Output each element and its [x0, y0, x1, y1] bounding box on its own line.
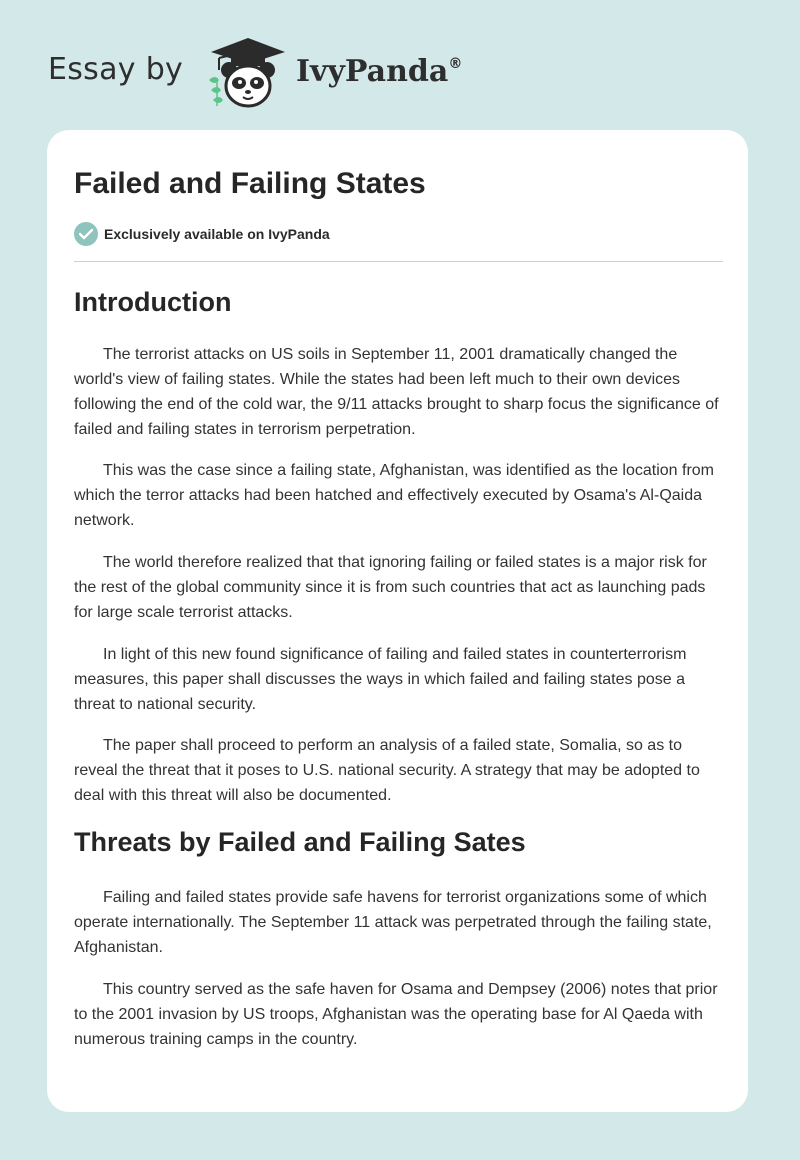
divider: [74, 261, 723, 262]
site-header: [48, 34, 548, 114]
exclusive-label: Exclusively available on IvyPanda: [104, 226, 330, 242]
essay-by-label: Essay by: [48, 52, 184, 87]
paragraph: This was the case since a failing state, Afghanistan, was identified as the location from which the terror attacks had been hatched and effectively executed by Osama's Al-Qaida network.: [74, 462, 714, 529]
paragraph: The terrorist attacks on US soils in September 11, 2001 dramatically changed the world's view of failing states. While the states had been left much to their own devices following the end of the cold war, the 9/11 attacks brought to sharp focus the significance of failed and failing states in terrorism perpetration.: [74, 346, 719, 438]
paragraph: This country served as the safe haven for Osama and Dempsey (2006) notes that prior to the 2001 invasion by US troops, Afghanistan was the operating base for Al Qaeda with numerous training camps in the country.: [74, 981, 718, 1048]
paragraph: In light of this new found significance of failing and failed states in counterterrorism measures, this paper shall discusses the ways in which failed and failing states pose a threat to national security.: [74, 646, 687, 713]
exclusive-badge: [74, 222, 330, 246]
essay-card: [47, 130, 748, 1112]
paragraph: The paper shall proceed to perform an analysis of a failed state, Somalia, so as to reveal the threat that it poses to U.S. national security. A strategy that may be adopted to deal with this threat will also be documented.: [74, 737, 700, 804]
page-title: Failed and Failing States: [74, 167, 426, 200]
panda-logo-icon[interactable]: [201, 34, 293, 110]
paragraph: Failing and failed states provide safe havens for terrorist organizations some of which operate internationally. The September 11 attack was perpetrated through the failing state, Afghanistan.: [74, 889, 712, 956]
registered-mark: ®: [448, 56, 463, 72]
brand-name[interactable]: IvyPanda®: [296, 54, 463, 89]
check-icon: [74, 222, 98, 246]
section-heading-introduction: Introduction: [74, 287, 232, 317]
paragraph: The world therefore realized that that ignoring failing or failed states is a major risk for the rest of the global community since it is from such countries that act as launching pads for large scale terrorist attacks.: [74, 554, 707, 621]
section-heading-threats: Threats by Failed and Failing Sates: [74, 827, 526, 857]
